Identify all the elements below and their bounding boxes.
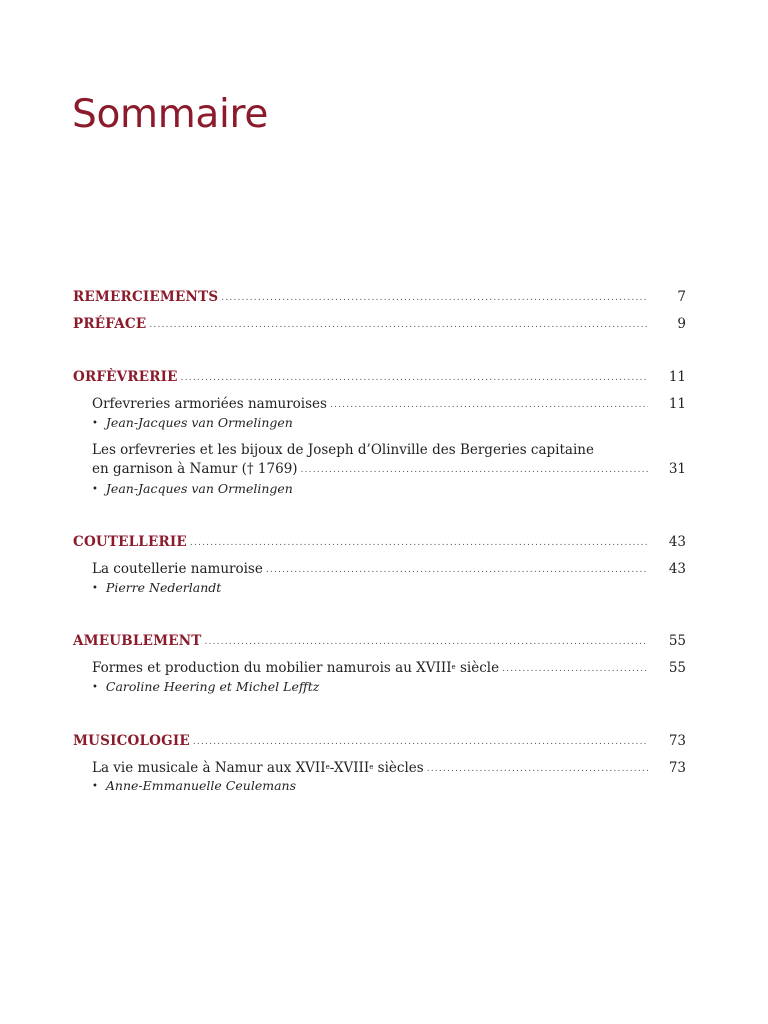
page-title: Sommaire xyxy=(72,92,269,137)
dot-leader xyxy=(330,396,648,414)
dot-leader xyxy=(190,534,648,552)
page-number: 7 xyxy=(677,289,686,305)
article-title: Orfevreries armoriées namuroises xyxy=(92,396,327,412)
page-number: 11 xyxy=(668,396,686,412)
page-number: 43 xyxy=(668,534,686,550)
author-name: Pierre Nederlandt xyxy=(105,580,222,595)
dot-leader xyxy=(301,461,648,479)
section-label: PRÉFACE xyxy=(73,316,147,332)
page-number: 31 xyxy=(668,461,686,477)
article-title: Les orfevreries et les bijoux de Joseph d’Olinville des Bergeries capitaine xyxy=(92,442,594,458)
author-name: Anne-Emmanuelle Ceulemans xyxy=(105,778,296,793)
bullet-icon: • xyxy=(92,682,98,693)
author-name: Jean-Jacques van Ormelingen xyxy=(105,415,293,430)
dot-leader xyxy=(181,369,648,387)
article-title: La coutellerie namuroise xyxy=(92,561,263,577)
author-name: Jean-Jacques van Ormelingen xyxy=(105,481,293,496)
section-label: REMERCIEMENTS xyxy=(73,289,219,305)
page-number: 11 xyxy=(668,369,686,385)
author-name: Caroline Heering et Michel Lefftz xyxy=(105,679,320,694)
page-number: 73 xyxy=(668,733,686,749)
page-number: 55 xyxy=(668,660,686,676)
dot-leader xyxy=(205,633,649,651)
page-number: 55 xyxy=(668,633,686,649)
dot-leader xyxy=(266,561,648,579)
bullet-icon: • xyxy=(92,484,98,495)
bullet-icon: • xyxy=(92,418,98,429)
page-number: 73 xyxy=(668,760,686,776)
section-label: AMEUBLEMENT xyxy=(73,633,202,649)
dot-leader xyxy=(502,660,648,678)
page-number: 43 xyxy=(668,561,686,577)
dot-leader xyxy=(149,316,648,334)
article-author xyxy=(92,580,221,595)
article-title-line2: en garnison à Namur († 1769) xyxy=(92,461,298,477)
dot-leader xyxy=(221,289,648,307)
section-label: COUTELLERIE xyxy=(73,534,187,550)
section-label: MUSICOLOGIE xyxy=(73,733,190,749)
article-title: Formes et production du mobilier namurois au XVIIIe siècle xyxy=(92,660,500,676)
bullet-icon: • xyxy=(92,583,98,594)
article-author xyxy=(92,415,293,430)
article-author xyxy=(92,778,296,793)
page-number: 9 xyxy=(677,316,686,332)
article-title: La vie musicale à Namur aux XVIIe-XVIIIe siècles xyxy=(92,760,424,776)
bullet-icon: • xyxy=(92,781,98,792)
article-author xyxy=(92,679,319,694)
dot-leader xyxy=(427,760,648,778)
article-author xyxy=(92,481,293,496)
section-label: ORFÈVRERIE xyxy=(73,369,178,385)
dot-leader xyxy=(193,733,648,751)
